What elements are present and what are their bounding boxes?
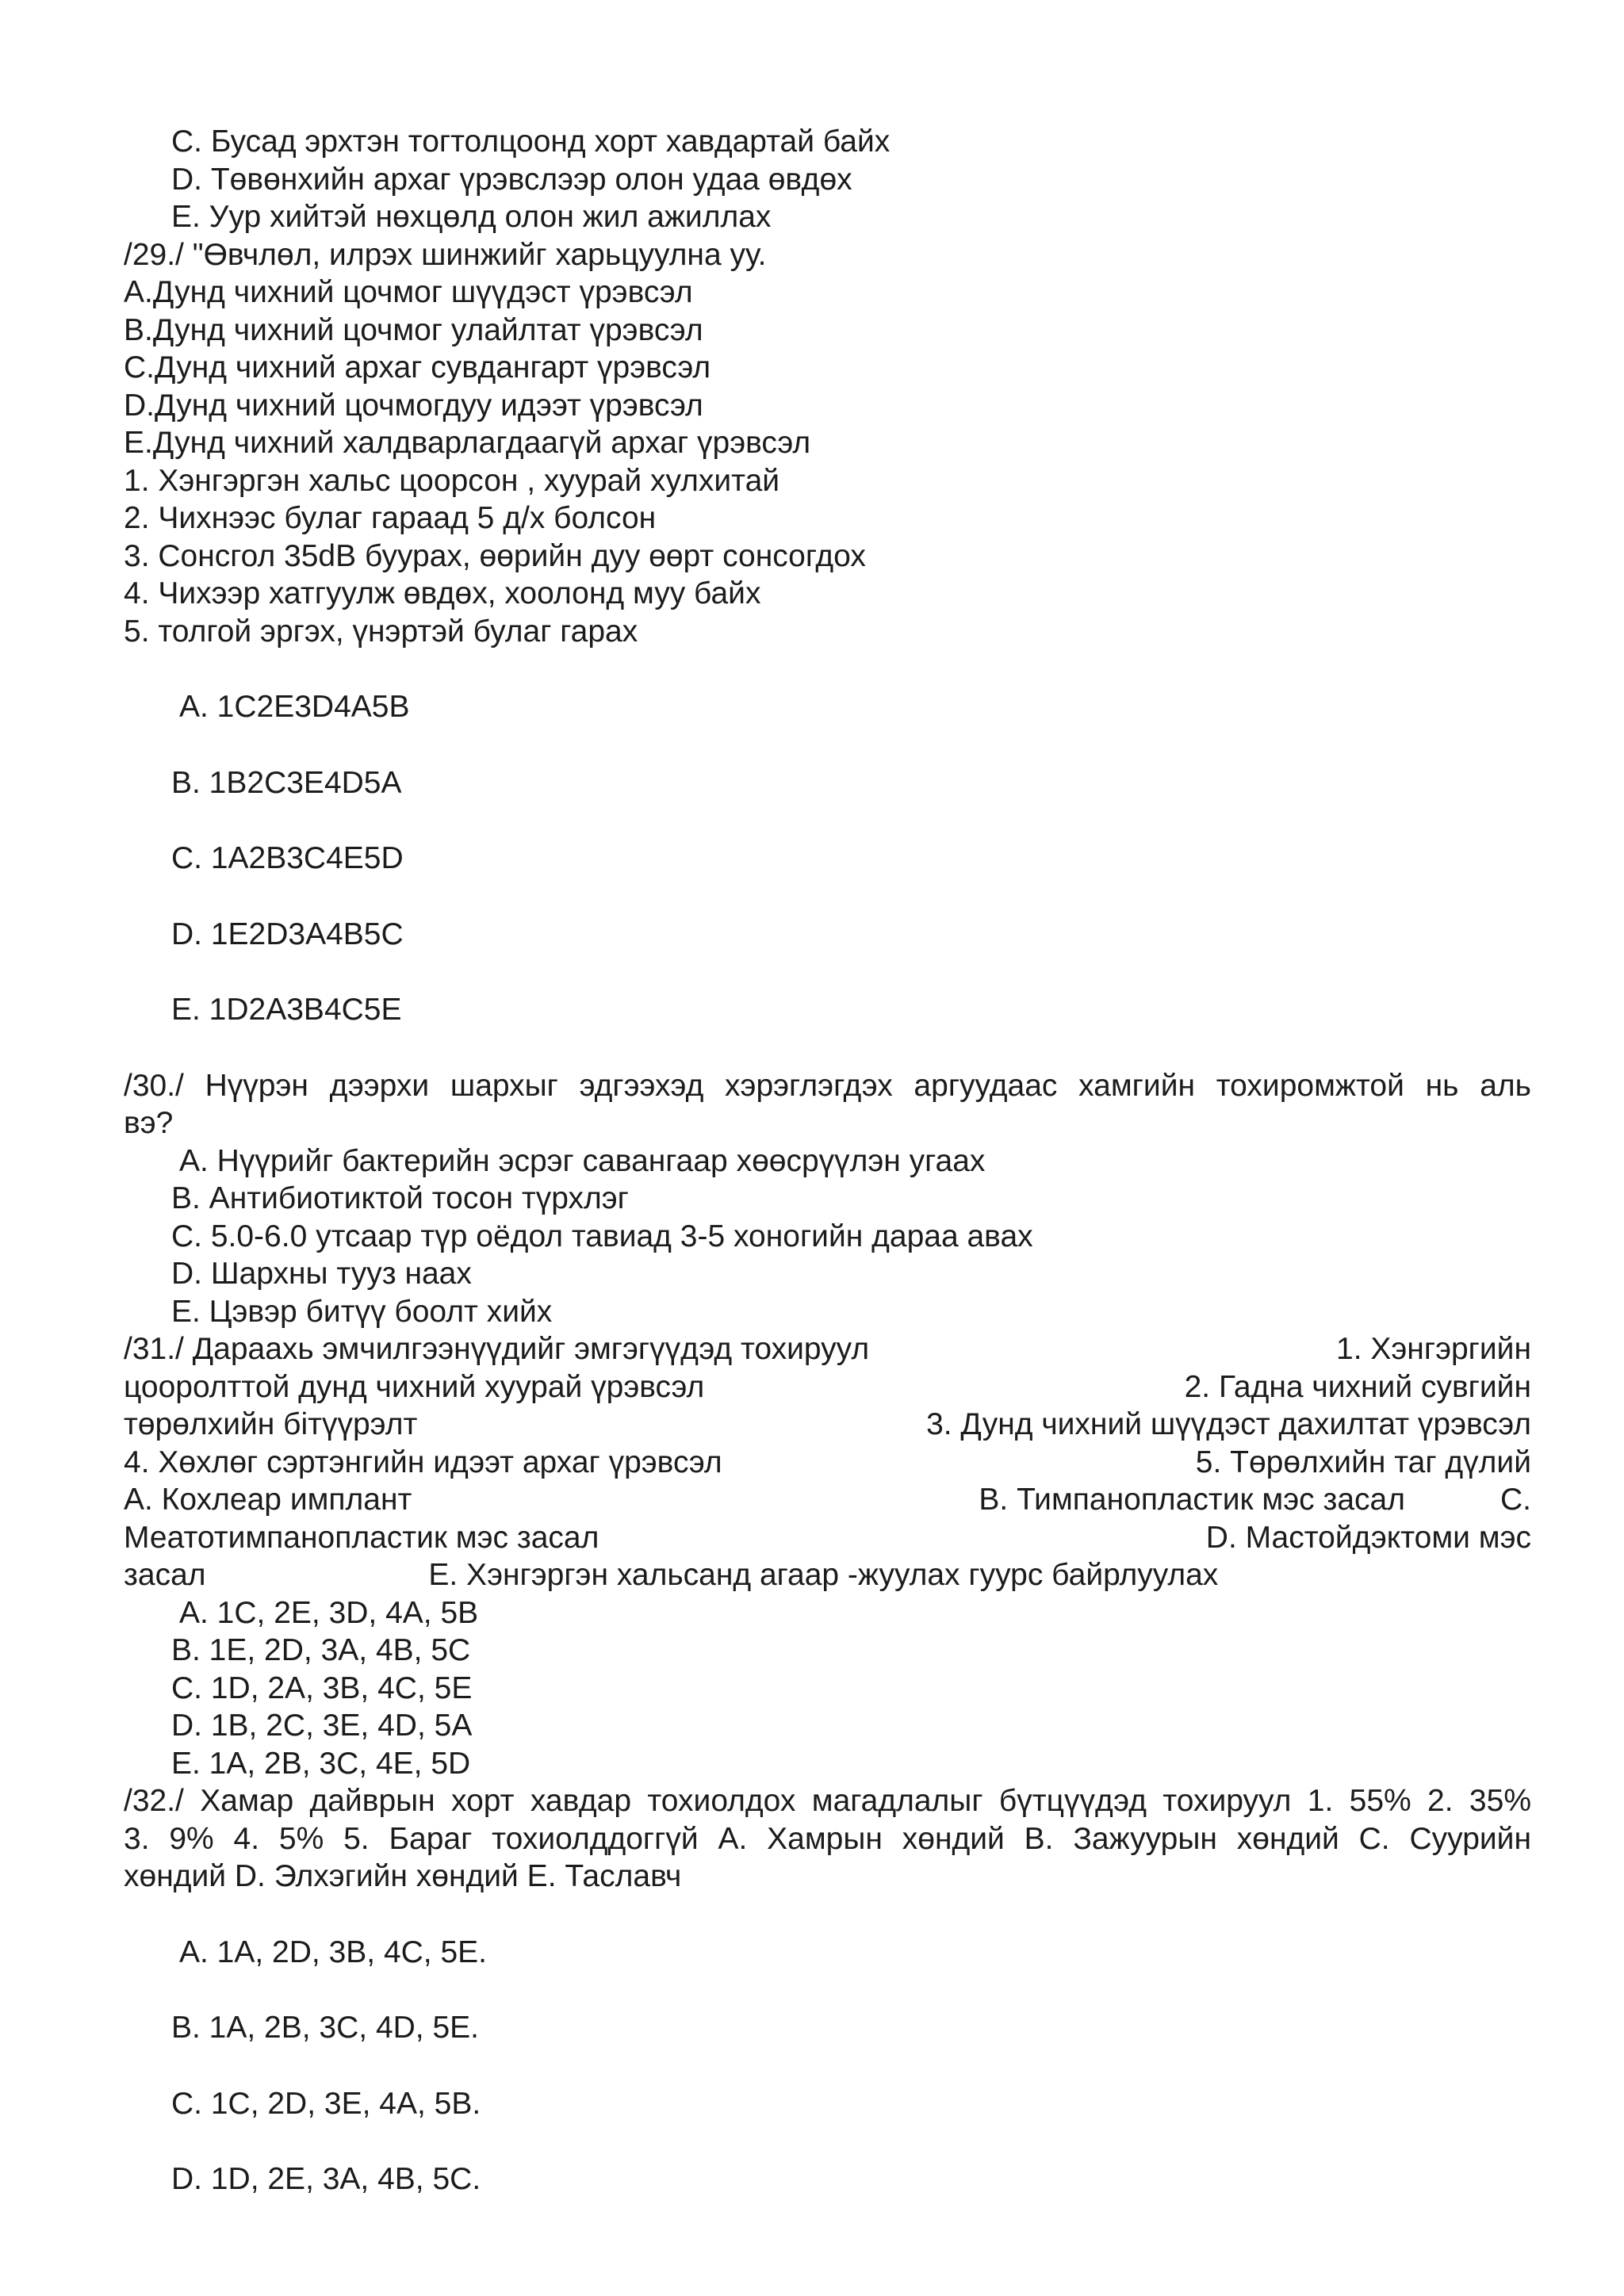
item-text: төрөлхийн бітүүрэлт (124, 1407, 418, 1441)
document-page (124, 123, 1531, 2237)
item-text: E. Хэнгэргэн хальсанд агаар -жуулах гуурс байрлуулах (428, 1558, 1219, 1592)
answer-option-c: C. 1A2B3C4E5D (171, 841, 404, 875)
answer-option-a: A. 1A, 2D, 3B, 4C, 5E. (179, 1934, 488, 1969)
disease-b: B.Дунд чихний цочмог улайлтат үрэвсэл (124, 312, 703, 347)
question-28-options (124, 123, 1531, 236)
item-text: A. Кохлеар имплант (124, 1483, 412, 1517)
question-row (124, 1519, 1531, 1557)
answer-option-e: E. 1A, 2B, 3C, 4E, 5D (171, 1746, 471, 1781)
question-29 (124, 236, 1531, 1029)
disease-a: A.Дунд чихний цочмог шүүдэст үрэвсэл (124, 275, 693, 309)
answer-option-c: C. 5.0-6.0 утсаар түр оёдол тавиад 3-5 хоногийн дараа авах (171, 1219, 1033, 1253)
answer-option-b: B. 1E, 2D, 3A, 4B, 5C (171, 1633, 471, 1667)
item-text: 3. Дунд чихний шүүдэст дахилтат үрэвсэл (926, 1407, 1531, 1441)
answer-options (124, 1934, 1531, 2198)
answer-option-e: E. Цэвэр битүү боолт хийх (171, 1294, 553, 1329)
answer-option-b: B. 1B2C3E4D5A (171, 765, 402, 800)
question-stem-continued: вэ? (124, 1106, 174, 1140)
item-text: засал (124, 1558, 206, 1592)
question-stem-continued: хөндий D. Элхэгийн хөндий E. Таславч (124, 1859, 682, 1893)
item-text: 2. Гадна чихний сувгийн (1184, 1369, 1531, 1404)
question-stem: /29./ "Өвчлөл, илрэх шинжийг харьцуулна уу. (124, 237, 767, 272)
item-text: C. (1500, 1483, 1531, 1517)
answer-option-c: C. 1D, 2A, 3B, 4C, 5E (171, 1670, 473, 1705)
answer-option-b: B. Антибиотиктой тосон түрхлэг (171, 1181, 629, 1215)
item-text: Меатотимпанопластик мэс засал (124, 1520, 599, 1555)
disease-e: E.Дунд чихний халдварлагдаагүй архаг үрэвсэл (124, 426, 811, 460)
answer-option-d: D. 1B, 2C, 3E, 4D, 5A (171, 1709, 473, 1743)
question-30 (124, 1067, 1531, 1331)
sign-5: 5. толгой эргэх, үнэртэй булаг гарах (124, 614, 638, 649)
question-row (124, 1330, 1531, 1368)
answer-option-b: B. 1A, 2B, 3C, 4D, 5E. (171, 2011, 480, 2045)
answer-option-d: D. 1D, 2E, 3A, 4B, 5C. (171, 2162, 481, 2196)
answer-option-e: E. 1D2A3B4C5E (171, 993, 402, 1027)
item-text: 1. Хэнгэргийн (1336, 1332, 1531, 1366)
disease-c: C.Дунд чихний архаг сувдангарт үрэвсэл (124, 350, 711, 385)
item-text: D. Мастойдэктоми мэс (1205, 1520, 1531, 1555)
sign-3: 3. Сонсгол 35dB буурах, өөрийн дуу өөрт сонсогдох (124, 538, 866, 573)
sign-2: 2. Чихнээс булаг гараад 5 д/х болсон (124, 501, 657, 535)
answer-option-d: D. Шархны тууз наах (171, 1257, 472, 1291)
answer-option-c: C. 1C, 2D, 3E, 4A, 5B. (171, 2086, 481, 2121)
question-31 (124, 1330, 1531, 1782)
question-stem: /31./ Дараахь эмчилгээнүүдийг эмгэгүүдэд тохируул (124, 1332, 870, 1366)
item-text: цооролттой дунд чихний хуурай үрэвсэл (124, 1369, 705, 1404)
question-row (124, 1481, 1531, 1519)
sign-4: 4. Чихээр хатгуулж өвдөх, хоолонд муу байх (124, 576, 761, 610)
answer-option-a: A. Нүүрийг бактерийн эсрэг савангаар хөөсрүүлэн угаах (179, 1143, 986, 1178)
option-e: E. Уур хийтэй нөхцөлд олон жил ажиллах (171, 200, 772, 234)
item-text: 5. Төрөлхийн таг дүлий (1195, 1445, 1531, 1479)
sign-1: 1. Хэнгэргэн хальс цоорсон , хуурай хулхитай (124, 463, 780, 498)
item-text: B. Тимпанопластик мэс засал (979, 1483, 1405, 1517)
question-row (124, 1556, 1531, 1594)
question-32 (124, 1782, 1531, 2198)
option-c: C. Бусад эрхтэн тогтолцоонд хорт хавдартай байх (171, 124, 891, 159)
question-stem: /30./ Нүүрэн дээрхи шархыг эдгээхэд хэрэглэгдэх аргуудаас хамгийн тохиромжтой нь аль (124, 1068, 1531, 1103)
option-d: D. Төвөнхийн архаг үрэвслээр олон удаа өвдөх (171, 162, 852, 197)
question-row (124, 1444, 1531, 1482)
question-stem: /32./ Хамар дайврын хорт хавдар тохиолдох магадлалыг бүтцүүдэд тохируул 1. 55% 2. 35% (124, 1784, 1531, 1818)
question-row (124, 1406, 1531, 1444)
answer-option-a: A. 1C, 2E, 3D, 4A, 5B (179, 1595, 479, 1630)
answer-option-d: D. 1E2D3A4B5C (171, 916, 404, 951)
answer-option-a: A. 1C2E3D4A5B (179, 690, 410, 724)
item-text: 4. Хөхлөг сэртэнгийн идээт архаг үрэвсэл (124, 1445, 722, 1479)
question-stem-continued: 3. 9% 4. 5% 5. Бараг тохиолддоггүй A. Хамрын хөндий B. Зажуурын хөндий C. Суурийн (124, 1821, 1531, 1856)
question-row (124, 1368, 1531, 1406)
answer-options (124, 688, 1531, 1029)
disease-d: D.Дунд чихний цочмогдуу идээт үрэвсэл (124, 388, 703, 423)
